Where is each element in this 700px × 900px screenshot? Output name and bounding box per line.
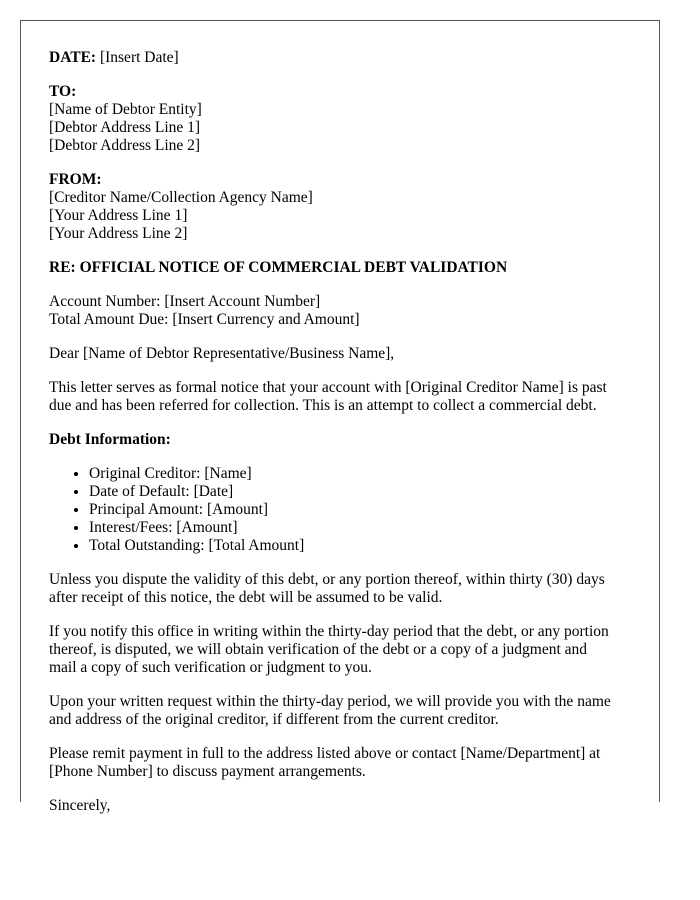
dispute-paragraph: [49, 571, 639, 607]
original-line-1: Upon your written request within the thirty-day period, we will provide you with the name: [49, 693, 611, 710]
from-block: [49, 171, 639, 243]
creditor-address-1: [Your Address Line 1]: [49, 207, 188, 224]
letter-page: [20, 20, 660, 814]
debtor-address-1: [Debtor Address Line 1]: [49, 119, 201, 136]
date-label: DATE:: [49, 49, 97, 66]
payment-line-1: Please remit payment in full to the address listed above or contact [Name/Department] at: [49, 745, 601, 762]
list-item: • Total Outstanding: [Total Amount]: [89, 537, 639, 555]
dispute-line-1: Unless you dispute the validity of this debt, or any portion thereof, within thirty (30) days: [49, 571, 605, 588]
list-item: • Date of Default: [Date]: [89, 483, 639, 501]
debt-info-heading: Debt Information:: [49, 431, 171, 448]
list-item: • Original Creditor: [Name]: [89, 465, 639, 483]
payment-line-2: [Phone Number] to discuss payment arrangements.: [49, 763, 366, 780]
closing: Sincerely,: [49, 797, 111, 814]
debtor-address-2: [Debtor Address Line 2]: [49, 137, 201, 154]
original-line-2: and address of the original creditor, if different from the current creditor.: [49, 711, 499, 728]
account-number: Account Number: [Insert Account Number]: [49, 293, 321, 310]
payment-paragraph: [49, 745, 639, 781]
dispute-line-2: after receipt of this notice, the debt will be assumed to be valid.: [49, 589, 443, 606]
verification-line-1: If you notify this office in writing within the thirty-day period that the debt, or any portion: [49, 623, 609, 640]
list-item: • Interest/Fees: [Amount]: [89, 519, 639, 537]
intro-line-2: due and has been referred for collection. This is an attempt to collect a commercial debt.: [49, 397, 597, 414]
date-value: [Insert Date]: [99, 49, 179, 66]
to-block: [49, 83, 639, 155]
debtor-name: [Name of Debtor Entity]: [49, 101, 202, 118]
to-label: TO:: [49, 83, 77, 100]
creditor-name: [Creditor Name/Collection Agency Name]: [49, 189, 313, 206]
creditor-address-2: [Your Address Line 2]: [49, 225, 188, 242]
account-block: [49, 293, 639, 329]
letter-content: [49, 49, 639, 831]
original-creditor-paragraph: [49, 693, 639, 729]
subject-line: RE: OFFICIAL NOTICE OF COMMERCIAL DEBT VALIDATION: [49, 259, 508, 276]
debt-info-list: [49, 465, 639, 555]
verification-line-3: mail a copy of such verification or judgment to you.: [49, 659, 372, 676]
from-label: FROM:: [49, 171, 102, 188]
salutation: Dear [Name of Debtor Representative/Business Name],: [49, 345, 395, 362]
date-line: [49, 49, 639, 67]
intro-paragraph: [49, 379, 639, 415]
intro-line-1: This letter serves as formal notice that your account with [Original Creditor Name] is past: [49, 379, 607, 396]
list-item: • Principal Amount: [Amount]: [89, 501, 639, 519]
total-amount-due: Total Amount Due: [Insert Currency and Amount]: [49, 311, 360, 328]
verification-line-2: thereof, is disputed, we will obtain verification of the debt or a copy of a judgment and: [49, 641, 588, 658]
verification-paragraph: [49, 623, 639, 677]
